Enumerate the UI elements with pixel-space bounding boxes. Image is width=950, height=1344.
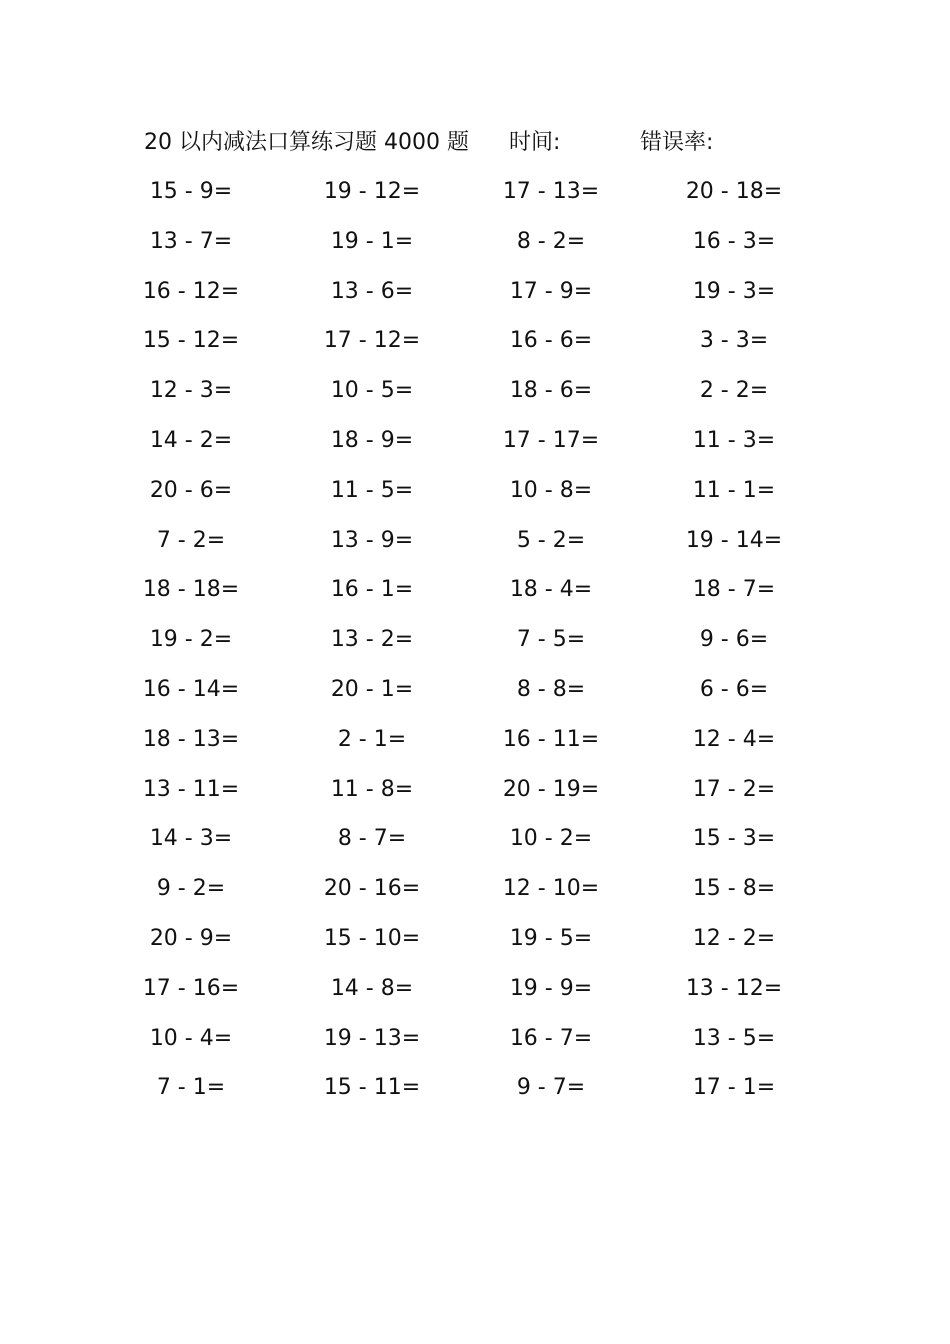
problem-item: 19 - 12= [323, 179, 421, 204]
problem-item: 18 - 9= [330, 427, 414, 453]
problem-item: 13 - 12= [685, 975, 783, 1001]
problem-item: 17 - 16= [142, 975, 240, 1001]
problem-item: 20 - 1= [330, 676, 414, 702]
problem-item: 19 - 14= [685, 527, 783, 553]
problem-item: 16 - 12= [142, 278, 240, 304]
problem-item: 20 - 9= [149, 925, 233, 951]
problem-item: 17 - 17= [502, 427, 600, 453]
problem-row [0, 572, 950, 622]
problem-row [0, 274, 950, 324]
problem-item: 13 - 11= [142, 776, 240, 802]
problem-item: 12 - 3= [149, 378, 233, 404]
problem-item: 3 - 3= [699, 328, 769, 354]
problem-item: 12 - 4= [692, 726, 776, 752]
problem-row [0, 224, 950, 274]
problem-item: 18 - 13= [142, 726, 240, 752]
problem-item: 13 - 2= [330, 627, 414, 653]
problem-item: 13 - 9= [330, 527, 414, 553]
problem-item: 18 - 18= [142, 577, 240, 603]
problem-row [0, 323, 950, 373]
problem-item: 15 - 12= [142, 328, 240, 354]
problem-item: 17 - 2= [692, 776, 776, 802]
problem-item: 7 - 5= [516, 627, 586, 653]
problem-item: 11 - 8= [330, 776, 414, 802]
problem-item: 20 - 19= [502, 776, 600, 802]
problem-item: 19 - 5= [509, 925, 593, 951]
problem-item: 13 - 7= [149, 228, 233, 254]
problem-item: 16 - 11= [502, 726, 600, 752]
worksheet-title: 20 以内减法口算练习题 4000 题 [144, 130, 469, 155]
problem-item: 6 - 6= [699, 676, 769, 702]
problem-item: 19 - 2= [149, 627, 233, 653]
problem-item: 8 - 8= [516, 676, 586, 702]
problem-item: 14 - 3= [149, 826, 233, 852]
problem-item: 10 - 4= [149, 1025, 233, 1051]
problem-item: 19 - 13= [323, 1025, 421, 1051]
problem-item: 15 - 8= [692, 876, 776, 902]
problem-row [0, 772, 950, 822]
problem-item: 15 - 3= [692, 826, 776, 852]
problem-item: 18 - 7= [692, 577, 776, 603]
problem-item: 12 - 10= [502, 876, 600, 902]
problem-item: 8 - 2= [516, 228, 586, 254]
problem-item: 14 - 8= [330, 975, 414, 1001]
problem-item: 18 - 6= [509, 378, 593, 404]
problem-row [0, 821, 950, 871]
problem-item: 16 - 7= [509, 1025, 593, 1051]
problem-item: 11 - 5= [330, 477, 414, 503]
problem-row [0, 423, 950, 473]
problem-row [0, 373, 950, 423]
problem-row [0, 921, 950, 971]
problem-item: 17 - 1= [692, 1075, 776, 1101]
error-rate-label: 错误率: [640, 130, 714, 155]
problem-item: 7 - 1= [156, 1075, 226, 1101]
problem-row [0, 473, 950, 523]
problem-item: 17 - 9= [509, 278, 593, 304]
problem-item: 18 - 4= [509, 577, 593, 603]
problem-grid [0, 174, 950, 1120]
problem-row [0, 174, 950, 224]
problem-item: 10 - 2= [509, 826, 593, 852]
problem-item: 16 - 6= [509, 328, 593, 354]
problem-item: 2 - 1= [337, 726, 407, 752]
problem-item: 16 - 14= [142, 676, 240, 702]
time-label: 时间: [509, 130, 561, 155]
problem-item: 19 - 9= [509, 975, 593, 1001]
problem-item: 11 - 3= [692, 427, 776, 453]
problem-item: 17 - 13= [502, 179, 600, 204]
problem-item: 2 - 2= [699, 378, 769, 404]
problem-row [0, 971, 950, 1021]
problem-item: 15 - 11= [323, 1075, 421, 1101]
problem-row [0, 672, 950, 722]
problem-item: 16 - 3= [692, 228, 776, 254]
problem-item: 10 - 8= [509, 477, 593, 503]
problem-item: 13 - 5= [692, 1025, 776, 1051]
problem-row [0, 1070, 950, 1120]
problem-row [0, 1021, 950, 1071]
problem-item: 19 - 3= [692, 278, 776, 304]
problem-item: 9 - 6= [699, 627, 769, 653]
problem-item: 17 - 12= [323, 328, 421, 354]
problem-item: 14 - 2= [149, 427, 233, 453]
problem-item: 8 - 7= [337, 826, 407, 852]
problem-item: 11 - 1= [692, 477, 776, 503]
problem-item: 20 - 6= [149, 477, 233, 503]
problem-item: 20 - 18= [685, 179, 783, 204]
problem-item: 13 - 6= [330, 278, 414, 304]
problem-row [0, 622, 950, 672]
problem-item: 10 - 5= [330, 378, 414, 404]
problem-row [0, 523, 950, 573]
problem-item: 15 - 10= [323, 925, 421, 951]
problem-item: 9 - 7= [516, 1075, 586, 1101]
problem-item: 16 - 1= [330, 577, 414, 603]
problem-item: 5 - 2= [516, 527, 586, 553]
problem-row [0, 871, 950, 921]
problem-item: 20 - 16= [323, 876, 421, 902]
worksheet-header [144, 126, 844, 160]
problem-row [0, 722, 950, 772]
problem-item: 7 - 2= [156, 527, 226, 553]
problem-item: 12 - 2= [692, 925, 776, 951]
problem-item: 15 - 9= [149, 179, 233, 204]
problem-item: 19 - 1= [330, 228, 414, 254]
problem-item: 9 - 2= [156, 876, 226, 902]
